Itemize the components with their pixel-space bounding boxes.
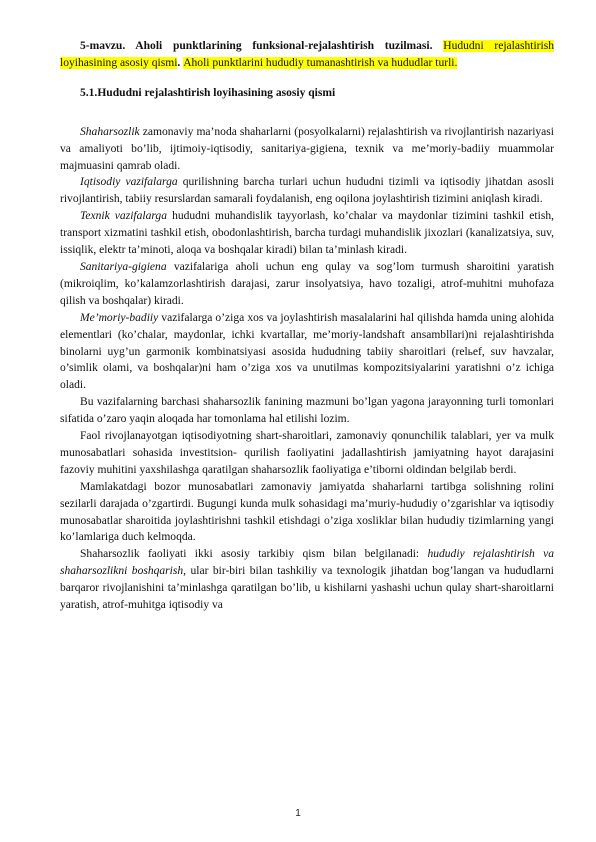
- paragraph-lead-term: Iqtisodiy vazifalarga: [80, 176, 178, 189]
- section-heading: 5.1.Hududni rejalashtirish loyihasining asosiy qismi: [80, 86, 336, 99]
- paragraph-text: vazifalarga o’ziga xos va joylashtirish masalalarini hal qilishda hamda uning alohida elementlari (ko’chalar, maydonlar, ichki kvartallar, me’moriy-landshaft ansambllari)ni rejalashtirishda binolarni uyg’un garmonik kombinatsiyasi asosida hududning tabiiy sharoitlari (relьef, suv havzalar, o’simlik olami, va boshqalar)ni ham o’ziga xos va unutilmas kompozitsiyalarini yaratishni o’z ichiga oladi.: [60, 311, 554, 392]
- paragraph-text: Faol rivojlanayotgan iqtisodiyotning shart-sharoitlari, zamonaviy qonunchilik talablari, yer va mulk munosabatlari sohasida investitsion- qurilish faoliyatini jadallashtirish jamiyatning hayot darajasini fazoviy muhitini yaxshilashga qaratilgan shaharsozlik faoliyatiga e’tiborni oldindan belgilab berdi.: [60, 430, 554, 476]
- paragraph-text: hududni muhandislik tayyorlash, ko’chalar va maydonlar tizimini tashkil etish, transport xizmatini tashkil etish, obodonlashtirish, barcha turdagi muhandislik jixozlari (kanalizatsiya, suv, issiqlik, elektr ta’minoti, aloqa va boshqalar kiradi) bilan ta’minlash kiradi.: [60, 210, 554, 257]
- topic-title: 5-mavzu. Aholi punktlarining funksional-rejalashtirish tuzilmasi.: [80, 40, 433, 52]
- paragraph: [60, 124, 554, 175]
- page-number: 1: [295, 808, 301, 819]
- paragraph: [60, 208, 554, 259]
- paragraph-lead-term: Texnik vazifalarga: [80, 210, 167, 223]
- highlighted-subtitle-1: Hududni rejalashtirish loyihasining asosiy qismi: [60, 40, 554, 69]
- page-content: [60, 38, 554, 614]
- paragraph: [60, 428, 554, 479]
- paragraph: [60, 174, 554, 208]
- topic-heading: 5-mavzu. Aholi punktlarining funksional-rejalashtirish tuzilmasi. Hududni rejalashtirish loyihasining asosiy qismi. Aholi punktlarini hududiy tumanashtirish va hududlar turli.: [60, 40, 554, 69]
- paragraph-text: Mamlakatdagi bozor munosabatlari zamonaviy jamiyatda shaharlarni tartibga solishning rolini sezilarli darajada o’zgartirdi. Bugungi kunda mulk sohasidagi ma’muriy-hududiy o’zgarishlar va iqtisodiy munosabatlar sharoitida joylashtirishni tashkil etishdagi o’ziga xosliklar bilan hududiy tizimlarning yangi ko’lamlariga duch kelmoqda.: [60, 480, 554, 544]
- paragraph: [60, 546, 554, 614]
- paragraph: [60, 310, 554, 395]
- paragraph-text: qurilishning barcha turlari uchun hududni tizimli va iqtisodiy jihatdan asosli rivojlantirish, tabiiy resurslardan samarali foydalanish, eng oqilona joylashtirish tizimini aniqlash kiradi.: [60, 176, 554, 206]
- paragraph-text: zamonaviy ma’noda shaharlarni (posyolkalarni) rejalashtirish va rivojlantirish nazariyasi va amaliyoti bo’lib, ijtimoiy-iqtisodiy, sanitariya-gigiena, texnik va me’moriy-badiiy muammolar majmuasini qamrab oladi.: [60, 125, 554, 172]
- paragraph: [60, 479, 554, 547]
- highlighted-subtitle-2: Aholi punktlarini hududiy tumanashtirish va hududlar turli.: [183, 56, 458, 69]
- paragraph: [60, 394, 554, 428]
- paragraph-text: Shaharsozlik faoliyati ikki asosiy tarkibiy qism bilan belgilanadi:: [80, 548, 428, 561]
- paragraph-lead-term: Me’moriy-badiiy: [80, 311, 159, 324]
- paragraph: [60, 259, 554, 310]
- paragraph-text: Bu vazifalarning barchasi shaharsozlik fanining mazmuni bo’lgan yagona jarayonning turli tomonlari sifatida o’zaro yaqin aloqada har tomonlama hal etilishi lozim.: [60, 396, 554, 426]
- paragraph-lead-term: Shaharsozlik: [80, 125, 140, 138]
- paragraph-lead-term: Sanitariya-gigiena: [80, 260, 167, 273]
- paragraph-italic-phrase: hududiy rejalashtirish va shaharsozlikni boshqarish: [60, 548, 554, 578]
- paragraph-text: , ular bir-biri bilan tashkiliy va texnologik jihatdan bog’langan va hududlarni barqaror rivojlanishini ta’minlashga qaratilgan bo’lib, u kishilarni yashashi uchun qulay shart-sharoitlarni yaratish, atrof-muhitga iqtisodiy va: [60, 565, 554, 612]
- paragraph-text: vazifalariga aholi uchun eng qulay va sog’lom turmush sharoitini yaratish (mikroiqlim, ko’kalamzorlashtirish darajasi, zarur insolyatsiya, havo tozaligi, atrof-muhitni muhofaza qilish va boshqalar) kiradi.: [60, 260, 554, 307]
